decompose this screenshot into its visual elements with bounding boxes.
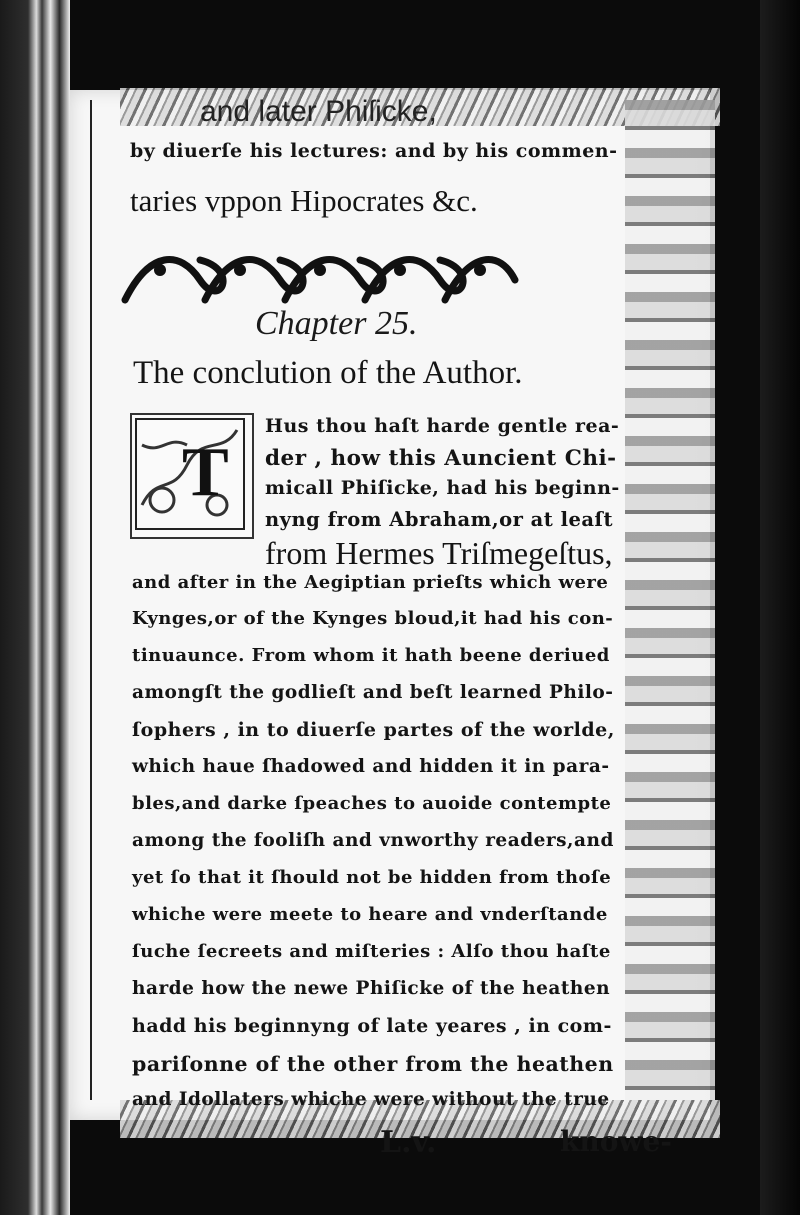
body-line-1: from Hermes Triſmegeſtus, xyxy=(265,535,613,571)
section-title: The conclution of the Author. xyxy=(133,355,523,391)
body-line-12: ſuche ſecreets and miſteries : Alſo thou haſte xyxy=(132,941,611,962)
body-line-10: yet ſo that it ſhould not be hidden from thoſe xyxy=(132,867,612,888)
intro-line-2: taries vppon Hipocrates &c. xyxy=(130,183,478,218)
left-page-edges xyxy=(0,0,70,1215)
body-line-14: hadd his beginnyng of late yeares , in com- xyxy=(132,1015,612,1037)
right-dark-background xyxy=(760,0,800,1215)
body-line-3: Kynges,or of the Kynges bloud,it had his con- xyxy=(132,608,614,629)
body-line-16: and Idollaters whiche were without the true xyxy=(132,1089,610,1110)
knot-ornament-icon xyxy=(120,240,520,312)
body-line-8: bles,and darke ſpeaches to auoide contempte xyxy=(132,793,612,814)
dropcap-line-4: nyng from Abraham,or at leaſt xyxy=(265,508,613,531)
right-border-ornament xyxy=(625,100,715,1100)
signature-mark: L.v. xyxy=(380,1125,437,1160)
body-line-9: among the fooliſh and vnworthy readers,and xyxy=(132,830,614,851)
chapter-heading: Chapter 25. xyxy=(255,305,418,342)
body-line-5: amongſt the godlieſt and beſt learned Philo- xyxy=(132,682,614,703)
svg-text:T: T xyxy=(182,434,229,511)
body-line-7: which haue ſhadowed and hidden it in para- xyxy=(132,756,610,777)
dropcap-ornament xyxy=(130,413,254,539)
body-line-4: tinuaunce. From whom it hath beene deriued xyxy=(132,645,610,666)
dropcap-line-1: Hus thou haſt harde gentle rea- xyxy=(265,415,620,437)
running-head: and later Phiſicke, xyxy=(200,95,437,128)
dropcap-line-2: der , how this Auncient Chi- xyxy=(265,446,617,471)
body-line-11: whiche were meete to heare and vnderſtande xyxy=(132,904,608,925)
left-frame-rule xyxy=(90,100,92,1100)
body-line-13: harde how the newe Phiſicke of the heathen xyxy=(132,978,611,999)
intro-line-1: by diuerſe his lectures: and by his commen- xyxy=(130,140,618,162)
body-line-15: pariſonne of the other from the heathen xyxy=(132,1052,614,1076)
body-line-2: and after in the Aegiptian prieſts which were xyxy=(132,572,609,593)
body-line-6: ſophers , in to diuerſe partes of the worlde, xyxy=(132,719,615,741)
dropcap-line-3: micall Phiſicke, had his beginn- xyxy=(265,477,620,499)
catchword: knowe- xyxy=(560,1125,672,1158)
